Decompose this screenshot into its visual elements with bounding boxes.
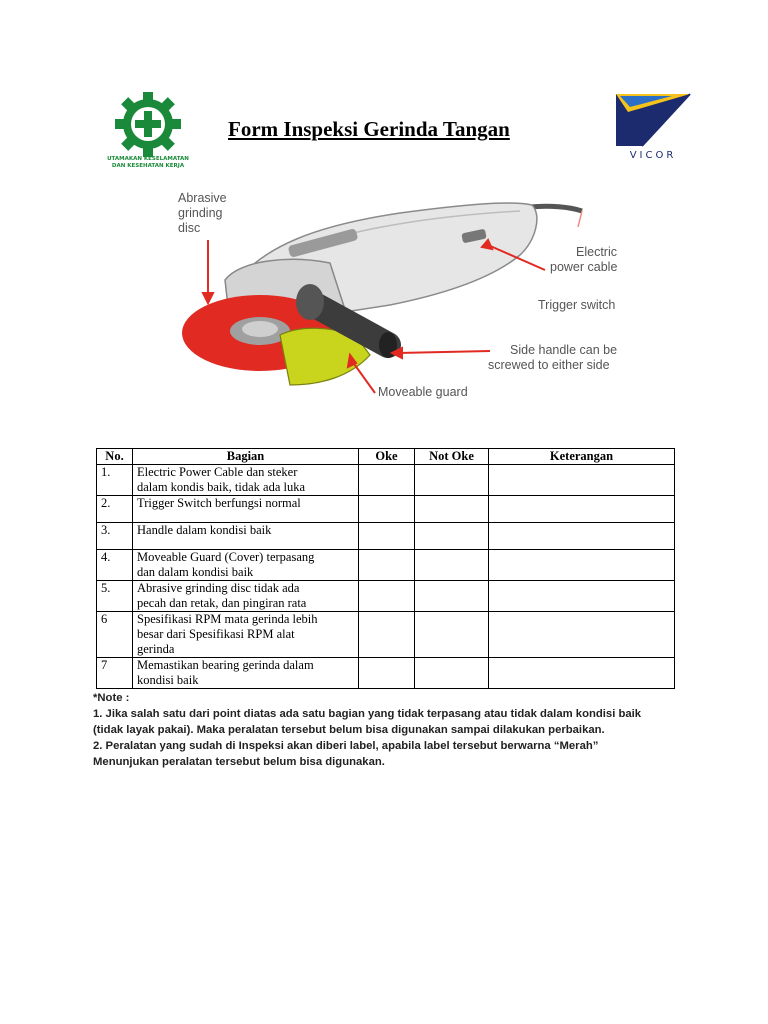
row-no: 7 [97,658,133,689]
not-oke-cell[interactable] [415,496,489,523]
row-text: besar dari Spesifikasi RPM alat [137,627,295,641]
row-bagian [133,658,359,689]
table-row [97,581,675,612]
notes-section [93,690,693,770]
row-bagian [133,523,359,550]
row-no: 5. [97,581,133,612]
table-row [97,550,675,581]
row-no: 3. [97,523,133,550]
inspection-table [96,448,675,689]
vicor-text: VICOR [629,150,677,160]
logo-caption-line1: UTAMAKAN KESELAMATAN [107,156,189,162]
row-text: kondisi baik [137,673,199,687]
header-no: No. [97,449,133,465]
logo-caption-line2: DAN KESEHATAN KERJA [111,163,185,169]
notes-line: 2. Peralatan yang sudah di Inspeksi akan diberi label, apabila label tersebut berwarna “Merah” [93,740,599,752]
k3-logo [98,92,198,172]
row-text: pecah dan retak, dan pingiran rata [137,596,307,610]
oke-cell[interactable] [359,581,415,612]
vicor-logo [612,92,696,160]
row-no: 2. [97,496,133,523]
row-no: 1. [97,465,133,496]
table-row [97,496,675,523]
table-row [97,658,675,689]
oke-cell[interactable] [359,465,415,496]
row-text: dan dalam kondisi baik [137,565,254,579]
not-oke-cell[interactable] [415,581,489,612]
table-header-row [97,449,675,465]
row-no: 4. [97,550,133,581]
row-text: Abrasive grinding disc tidak ada [137,581,300,595]
row-text: Spesifikasi RPM mata gerinda lebih [137,612,318,626]
row-no: 6 [97,612,133,658]
keterangan-cell[interactable] [489,523,675,550]
oke-cell[interactable] [359,550,415,581]
oke-cell[interactable] [359,496,415,523]
keterangan-cell[interactable] [489,496,675,523]
table-row [97,465,675,496]
label-trigger: Trigger switch [538,298,616,312]
label-abrasive-1: Abrasive [178,191,227,205]
not-oke-cell[interactable] [415,523,489,550]
keterangan-cell[interactable] [489,581,675,612]
grinder-diagram [170,185,640,410]
header-keterangan: Keterangan [489,449,675,465]
row-bagian [133,612,359,658]
notes-heading: *Note : [93,692,130,704]
not-oke-cell[interactable] [415,550,489,581]
header-bagian: Bagian [133,449,359,465]
row-bagian [133,465,359,496]
row-text: dalam kondis baik, tidak ada luka [137,480,306,494]
oke-cell[interactable] [359,523,415,550]
not-oke-cell[interactable] [415,612,489,658]
oke-cell[interactable] [359,612,415,658]
notes-line: (tidak layak pakai). Maka peralatan tersebut belum bisa digunakan sampai dilakukan perbaikan. [93,724,605,736]
notes-line: Menunjukan peralatan tersebut belum bisa digunakan. [93,756,385,768]
row-bagian [133,581,359,612]
label-handle-2: screwed to either side [488,358,610,372]
keterangan-cell[interactable] [489,465,675,496]
label-cable-1: Electric [576,245,617,259]
table-row [97,612,675,658]
row-text: Trigger Switch berfungsi normal [137,496,301,510]
header-oke: Oke [359,449,415,465]
label-cable-2: power cable [550,260,618,274]
not-oke-cell[interactable] [415,465,489,496]
keterangan-cell[interactable] [489,612,675,658]
notes-line: 1. Jika salah satu dari point diatas ada satu bagian yang tidak terpasang atau tidak dalam kondisi baik [93,708,642,720]
row-text: Moveable Guard (Cover) terpasang [137,550,315,564]
header-not-oke: Not Oke [415,449,489,465]
oke-cell[interactable] [359,658,415,689]
table-row [97,523,675,550]
row-bagian [133,496,359,523]
label-abrasive-3: disc [178,221,201,235]
row-text: Handle dalam kondisi baik [137,523,272,537]
row-text: Memastikan bearing gerinda dalam [137,658,314,672]
label-abrasive-2: grinding [178,206,223,220]
row-text: gerinda [137,642,175,656]
vicor-emblem-icon [612,92,696,160]
keterangan-cell[interactable] [489,658,675,689]
label-handle-1: Side handle can be [510,343,618,357]
page-title: Form Inspeksi Gerinda Tangan [228,117,510,141]
not-oke-cell[interactable] [415,658,489,689]
row-text: Electric Power Cable dan steker [137,465,298,479]
row-bagian [133,550,359,581]
label-guard: Moveable guard [378,385,468,399]
gear-cross-icon [98,92,198,158]
keterangan-cell[interactable] [489,550,675,581]
